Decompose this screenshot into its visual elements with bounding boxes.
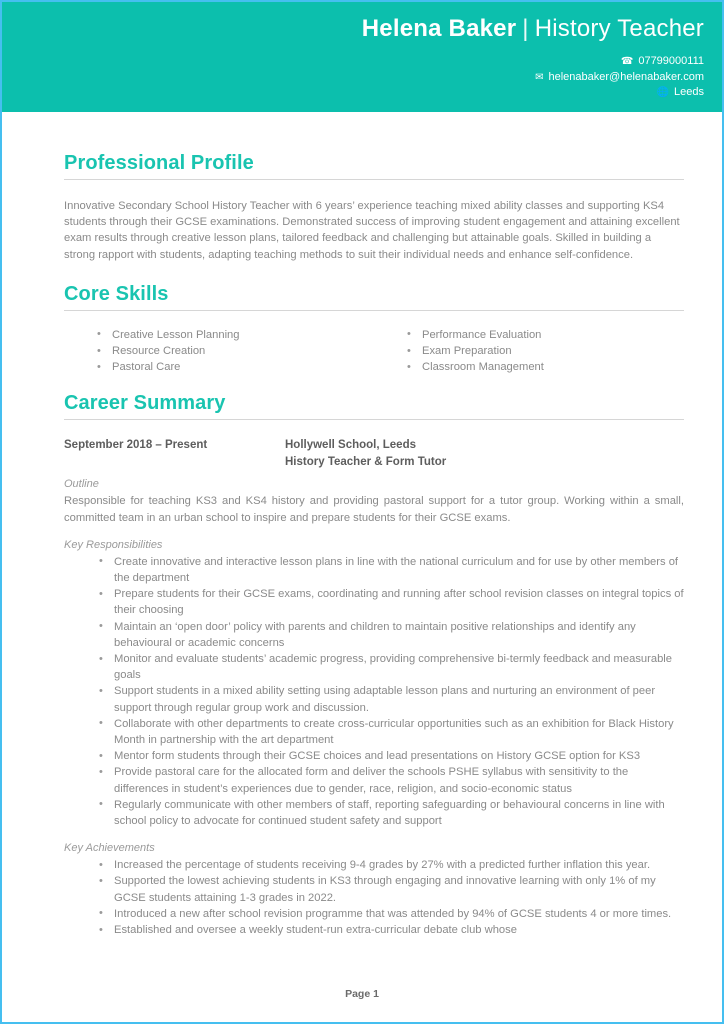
- email-icon: ✉: [535, 71, 544, 83]
- contact-email-value[interactable]: helenabaker@helenabaker.com: [548, 70, 704, 83]
- list-item: • Performance Evaluation: [374, 327, 684, 343]
- responsibilities-label: Key Responsibilities: [64, 538, 163, 551]
- list-item: • Mentor form students through their GCSE choices and lead presentations on History GCSE option for KS3: [64, 748, 684, 764]
- job-dates: September 2018 – Present: [64, 439, 208, 452]
- job-employer-role: [285, 437, 684, 470]
- cv-body: [2, 112, 722, 938]
- contact-phone-value[interactable]: 07799000111: [638, 55, 704, 67]
- core-skills-column-left: [64, 327, 374, 376]
- core-skills-list-left: [64, 327, 374, 376]
- core-skills-columns: [64, 327, 684, 376]
- list-item: • Create innovative and interactive lesson plans in line with the national curriculum and for use by other members of the department: [64, 554, 684, 586]
- section-career-summary: [64, 390, 684, 938]
- candidate-name: Helena Baker: [361, 15, 517, 42]
- contact-location-row: [535, 85, 704, 101]
- achievements-list: [64, 857, 684, 938]
- page-number-label: Page 1: [345, 988, 379, 1000]
- phone-icon: ☎: [620, 56, 634, 67]
- list-item: • Classroom Management: [374, 359, 684, 375]
- list-item: • Pastoral Care: [64, 359, 374, 375]
- list-item: • Collaborate with other departments to create cross-curricular opportunities such as an exhibition for Black History Month in partnership with the art department: [64, 716, 684, 748]
- cv-header-band: [2, 2, 722, 112]
- header-separator: |: [522, 15, 529, 42]
- job-role: History Teacher & Form Tutor: [285, 455, 447, 468]
- list-item: • Monitor and evaluate students’ academic progress, providing comprehensive bi-termly feedback and measurable goals: [64, 651, 684, 683]
- list-item: • Provide pastoral care for the allocated form and deliver the schools PSHE syllabus with sensitivity to the differences in student’s experiences due to gender, race, religion, and socio-economic status: [64, 764, 684, 796]
- list-item: • Resource Creation: [64, 343, 374, 359]
- core-skills-column-right: [374, 327, 684, 376]
- list-item: • Established and oversee a weekly student-run extra-curricular debate club whose: [64, 922, 684, 938]
- list-item: • Supported the lowest achieving students in KS3 through engaging and innovative learning with only 1% of my GCSE students attaining 1-3 grades in 2022.: [64, 873, 684, 905]
- section-title-professional-profile: Professional Profile: [64, 152, 254, 174]
- list-item: • Exam Preparation: [374, 343, 684, 359]
- section-professional-profile: [64, 150, 684, 263]
- list-item: • Increased the percentage of students receiving 9-4 grades by 27% with a predicted further inflation this year.: [64, 857, 684, 873]
- achievements-label: Key Achievements: [64, 842, 155, 855]
- candidate-job-title: History Teacher: [534, 15, 704, 42]
- contact-phone-row: [535, 54, 704, 70]
- responsibilities-list: [64, 554, 684, 829]
- list-item: • Creative Lesson Planning: [64, 327, 374, 343]
- section-title-career-summary: Career Summary: [64, 392, 226, 415]
- section-rule: [64, 310, 684, 311]
- list-item: • Regularly communicate with other members of staff, reporting safeguarding or behavioural concerns in line with school policy to advocate for continued student safety and support: [64, 797, 684, 829]
- section-title-core-skills: Core Skills: [64, 282, 169, 305]
- outline-label: Outline: [64, 478, 99, 491]
- page-footer: [2, 988, 722, 1000]
- professional-profile-text: Innovative Secondary School History Teacher with 6 years’ experience teaching mixed ability classes and supporting KS4 students through their GCSE examinations. Demonstrated success of improving student engagement and attaining excellent exam results through creative lesson plans, tailored feedback and challenging but attainable goals. Skilled in building a strong rapport with students, adapting teaching methods to suit their individual needs and enhance self-confidence.: [64, 200, 680, 261]
- list-item: • Support students in a mixed ability setting using adaptable lesson plans and nurturing an environment of peer support through regular group work and discussion.: [64, 683, 684, 715]
- job-header: [64, 437, 684, 470]
- job-employer: Hollywell School, Leeds: [285, 439, 417, 452]
- core-skills-list-right: [374, 327, 684, 376]
- section-rule: [64, 179, 684, 180]
- section-rule: [64, 419, 684, 420]
- list-item: • Introduced a new after school revision programme that was attended by 94% of GCSE students 4 or more times.: [64, 906, 684, 922]
- contact-location-value: Leeds: [674, 86, 704, 98]
- section-core-skills: [64, 281, 684, 376]
- location-globe-icon: 🌐: [656, 87, 670, 98]
- contact-details: [535, 54, 704, 101]
- outline-text: Responsible for teaching KS3 and KS4 history and providing pastoral support for a tutor group. Working within a small, committed team in an urban school to inspire and prepare students for their GCSE exams.: [64, 495, 684, 524]
- contact-email-row: [535, 70, 704, 86]
- list-item: • Maintain an ‘open door’ policy with parents and children to maintain positive relationships and identify any behavioural or academic concerns: [64, 619, 684, 651]
- header-name-line: [362, 14, 704, 44]
- list-item: • Prepare students for their GCSE exams, coordinating and running after school revision classes on integral topics of their choosing: [64, 586, 684, 618]
